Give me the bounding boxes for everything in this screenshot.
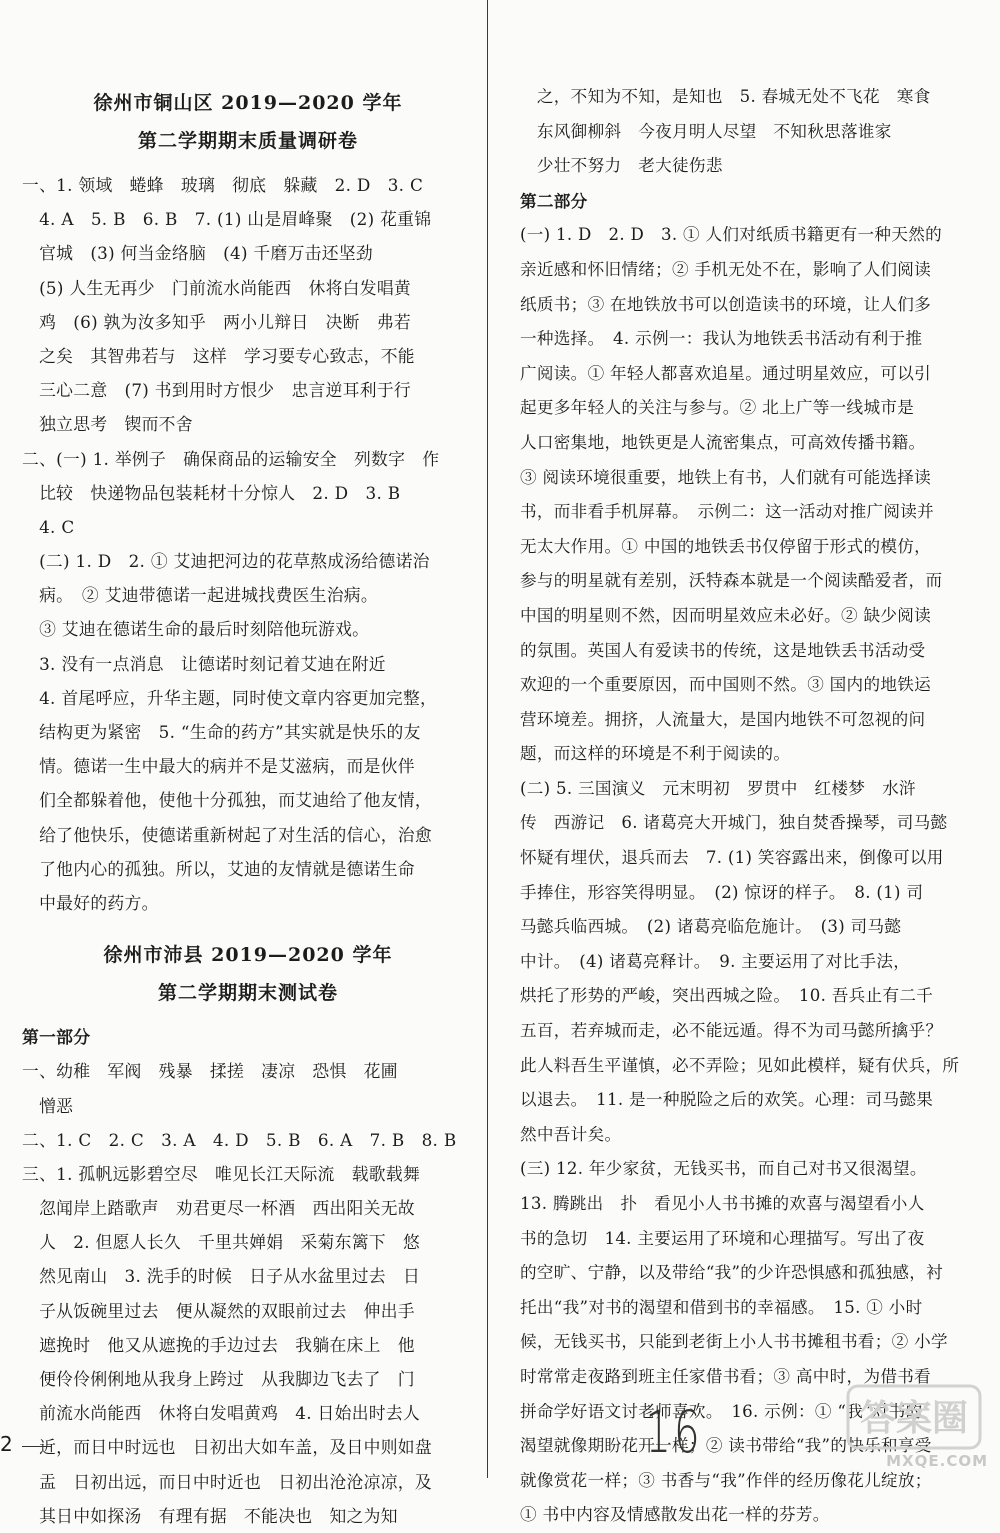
answer-line: 广阅读。① 年轻人都喜欢追星。通过明星效应，可以引 — [520, 363, 932, 383]
answer-line: 鸡 (6) 孰为汝多知乎 两小儿辩日 决断 弗若 — [22, 311, 412, 332]
part-two-label: 第二部分 — [520, 190, 588, 211]
answer-line: 欢迎的一个重要原因，而中国则不然。③ 国内的地铁运 — [520, 675, 932, 695]
answer-line: ① 书中内容及情感散发出花一样的芬芳。 — [520, 1505, 830, 1525]
answer-line: 少壮不努力 老大徒伤悲 — [520, 156, 723, 176]
answer-line: 之矣 其智弗若与 这样 学习要专心致志，不能 — [22, 345, 415, 366]
answer-line: (三) 12. 年少家贫，无钱买书，而自己对书又很渴望。 — [520, 1159, 927, 1179]
answer-line: 3. 没有一点消息 让德诺时刻记着艾迪在附近 — [22, 653, 386, 674]
answer-line: 人 2. 但愿人长久 千里共婵娟 采菊东篱下 悠 — [22, 1232, 421, 1253]
part-one-label: 第一部分 — [22, 1027, 91, 1048]
answer-line: 人口密集地，地铁更是人流密集点，可高效传播书籍。 — [520, 432, 926, 452]
answer-line: 二、(一) 1. 举例子 确保商品的运输安全 列数字 作 — [22, 448, 440, 469]
answer-line: 其日中如探汤 有理有据 不能决也 知之为知 — [22, 1505, 398, 1526]
section-subtitle-peixian: 第二学期期末测试卷 — [157, 982, 338, 1005]
answer-line: 一、幼稚 军阀 残暴 揉搓 凄凉 恐惧 花圃 — [22, 1061, 398, 1082]
answers-tongshan — [22, 168, 474, 920]
section-title-peixian: 徐州市沛县 2019—2020 学年 — [103, 944, 393, 967]
answer-line: 4. C — [22, 516, 75, 537]
right-column — [520, 80, 986, 1533]
page-number-rule — [22, 1446, 52, 1447]
section-title-tongshan: 徐州市铜山区 2019—2020 学年 — [93, 92, 403, 114]
answer-line: 给了他快乐，使德诺重新树起了对生活的信心，治愈 — [22, 824, 432, 845]
answer-line: 营环境差。拥挤，人流量大，是国内地铁不可忽视的问 — [520, 709, 926, 729]
answer-line: 三心二意 (7) 书到用时方恨少 忠言逆耳利于行 — [22, 380, 412, 401]
answer-line: (5) 人生无再少 门前流水尚能西 休将白发唱黄 — [22, 277, 412, 298]
answer-line: 中计。 (4) 诸葛亮释计。 9. 主要运用了对比手法， — [520, 951, 911, 971]
answer-line: ③ 艾迪在德诺生命的最后时刻陪他玩游戏。 — [22, 619, 370, 640]
answer-line: 马懿兵临西城。 (2) 诸葛亮临危施计。 (3) 司马懿 — [520, 917, 902, 937]
left-column — [22, 84, 474, 1533]
answer-line: 怀疑有埋伏，退兵而去 7. (1) 笑容露出来，倒像可以用 — [520, 848, 944, 868]
answer-line: 近，而日中时远也 日初出大如车盖，及日中则如盘 — [22, 1437, 432, 1458]
answer-line: 亲近感和怀旧情绪；② 手机无处不在，影响了人们阅读 — [520, 259, 932, 279]
answer-line: 忽闻岸上踏歌声 劝君更尽一杯酒 西出阳关无故 — [22, 1198, 415, 1219]
answer-line: 病。 ② 艾迪带德诺一起进城找费医生治病。 — [22, 585, 378, 606]
answer-line: 拼命学好语文讨老师喜欢。 16. 示例：① “我”对书的 — [520, 1401, 923, 1421]
answer-line: 就像赏花一样；③ 书香与“我”作伴的经历像花儿绽放； — [520, 1470, 932, 1490]
section-subtitle-tongshan: 第二学期期末质量调研卷 — [137, 130, 358, 152]
answer-line: 五百，若弃城而走，必不能远遁。得不为司马懿所擒乎？ — [520, 1021, 943, 1041]
answer-line: 时常常走夜路到班主任家借书看；③ 高中时，为借书看 — [520, 1366, 932, 1386]
answer-line: 起更多年轻人的关注与参与。② 北上广等一线城市是 — [520, 398, 915, 418]
answer-line: 盂 日初出远，而日中时近也 日初出沧沧凉凉，及 — [22, 1471, 432, 1492]
answer-line: 13. 腾跳出 扑 看见小人书书摊的欢喜与渴望看小人 — [520, 1194, 925, 1213]
answer-line: 一、1. 领域 蜷蜂 玻璃 彻底 躲藏 2. D 3. C — [22, 175, 424, 195]
answer-line: (二) 5. 三国演义 元末明初 罗贯中 红楼梦 水浒 — [520, 778, 916, 798]
page-number: 2 — [0, 1432, 13, 1456]
answer-line: 中最好的药方。 — [22, 892, 159, 913]
answer-line: 子从饭碗里过去 便从凝然的双眼前过去 伸出手 — [22, 1300, 415, 1321]
answer-line: 参与的明星就有差别，沃特森本就是一个阅读酷爱者，而 — [520, 571, 943, 591]
answer-line: 们全都躲着他，使他十分孤独，而艾迪给了他友情， — [22, 790, 432, 811]
answer-line: 前流水尚能西 休将白发唱黄鸡 4. 日始出时去人 — [22, 1403, 421, 1424]
handwritten-number: 16 — [645, 1398, 703, 1466]
answer-line: 然见南山 3. 洗手的时候 日子从水盆里过去 日 — [22, 1266, 421, 1287]
answer-line: 官城 (3) 何当金络脑 (4) 千磨万击还坚劲 — [22, 243, 373, 264]
answer-line: 托出“我”对书的渴望和借到书的幸福感。 15. ① 小时 — [520, 1297, 923, 1317]
answer-line: 传 西游记 6. 诸葛亮大开城门，独自焚香操琴，司马懿 — [520, 813, 948, 833]
answer-line: 中国的明星则不然，因而明星效应未必好。② 缺少阅读 — [520, 605, 932, 625]
answer-line: 三、1. 孤帆远影碧空尽 唯见长江天际流 载歌载舞 — [22, 1163, 421, 1184]
answer-line: 比较 快递物品包装耗材十分惊人 2. D 3. B — [22, 482, 401, 503]
answer-line: 烘托了形势的严峻，突出西城之险。 10. 吾兵止有二千 — [520, 986, 934, 1006]
answer-line: 书，而非看手机屏幕。 示例二：这一活动对推广阅读并 — [520, 502, 935, 522]
answer-line: 憎恶 — [22, 1095, 74, 1116]
answer-line: 4. 首尾呼应，升华主题，同时使文章内容更加完整， — [22, 687, 438, 708]
answers-peixian-part-two — [520, 218, 986, 1533]
answer-line: 候，无钱买书，只能到老街上小人书书摊租书看；② 小学 — [520, 1332, 948, 1352]
answer-line: 书的急切 14. 主要运用了环境和心理描写。写出了夜 — [520, 1228, 925, 1248]
watermark-url: MXQE.COM — [886, 1452, 988, 1470]
answer-line: 此人料吾生平谨慎，必不弄险；见如此模样，疑有伏兵，所 — [520, 1055, 960, 1075]
answer-line: 结构更为紧密 5. “生命的药方”其实就是快乐的友 — [22, 722, 421, 742]
answer-line: 二、1. C 2. C 3. A 4. D 5. B 6. A 7. B 8. B — [22, 1129, 457, 1150]
answer-line: 便伶伶俐俐地从我身上跨过 从我脚边飞去了 门 — [22, 1369, 415, 1389]
answer-line: (二) 1. D 2. ① 艾迪把河边的花草熬成汤给德诺治 — [22, 551, 430, 572]
answers-continued — [520, 80, 986, 184]
answer-line: 之，不知为不知，是知也 5. 春城无处不飞花 寒食 — [520, 87, 931, 106]
answer-line: 纸质书；③ 在地铁放书可以创造读书的环境，让人们多 — [520, 294, 932, 314]
answer-line: 4. A 5. B 6. B 7. (1) 山是眉峰聚 (2) 花重锦 — [22, 209, 432, 230]
answer-line: 独立思考 锲而不舍 — [22, 414, 193, 435]
answer-line: 以退去。 11. 是一种脱险之后的欢笑。心理：司马懿果 — [520, 1090, 934, 1110]
answer-line: 了他内心的孤独。所以，艾迪的友情就是德诺生命 — [22, 858, 415, 879]
answers-peixian-part-one — [22, 1054, 474, 1533]
answer-line: 渴望就像期盼花开一样；② 读书带给“我”的快乐和享受 — [520, 1436, 932, 1456]
answer-line: 情。德诺一生中最大的病并不是艾滋病，而是伙伴 — [22, 756, 415, 777]
answer-line: 的氛围。英国人有爱读书的传统，这是地铁丢书活动受 — [520, 640, 926, 660]
column-divider — [487, 0, 488, 1478]
answer-line: 遮挽时 他又从遮挽的手边过去 我躺在床上 他 — [22, 1334, 415, 1355]
answer-line: 东风御柳斜 今夜月明人尽望 不知秋思落谁家 — [520, 121, 892, 141]
answer-line: (一) 1. D 2. D 3. ① 人们对纸质书籍更有一种天然的 — [520, 225, 943, 245]
answer-line: 一种选择。 4. 示例一：我认为地铁丢书活动有利于推 — [520, 329, 923, 349]
answer-line: 题，而这样的环境是不利于阅读的。 — [520, 744, 791, 764]
svg-text:答案圈: 答案圈 — [859, 1398, 969, 1439]
answer-line: 然中吾计矣。 — [520, 1124, 622, 1144]
answer-line: ③ 阅读环境很重要，地铁上有书，人们就有可能选择读 — [520, 467, 932, 487]
answer-line: 无太大作用。① 中国的地铁丢书仅停留于形式的模仿， — [520, 536, 932, 556]
answer-line: 的空旷、宁静，以及带给“我”的少许恐惧感和孤独感，衬 — [520, 1263, 944, 1283]
answer-line: 手捧住，形容笑得明显。 (2) 惊讶的样子。 8. (1) 司 — [520, 882, 924, 902]
